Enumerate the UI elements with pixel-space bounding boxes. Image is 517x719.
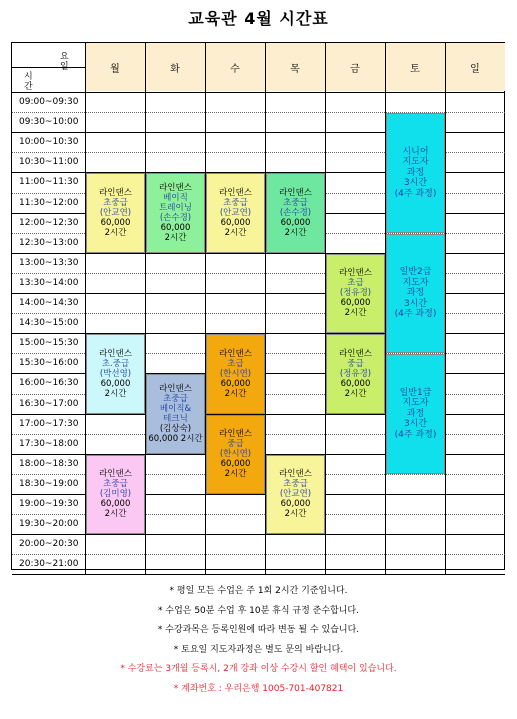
class-block-line: 라인댄스 <box>159 183 192 194</box>
class-block <box>206 334 265 413</box>
class-block <box>326 254 385 333</box>
class-block-line: 라인댄스 <box>99 348 132 359</box>
time-slot-label: 17:00~17:30 <box>19 418 79 429</box>
class-block-line: (안교연) <box>99 208 132 219</box>
class-block <box>206 173 265 252</box>
class-block-line: (손수경) <box>159 213 192 224</box>
class-block-line: 초중급 <box>163 394 188 405</box>
time-slot-label: 10:00~10:30 <box>19 137 79 148</box>
class-block-line: 라인댄스 <box>99 188 132 199</box>
class-block-line: 2시간 <box>104 228 127 239</box>
time-slot-label: 15:30~16:00 <box>19 358 79 369</box>
class-block-line: 라인댄스 <box>279 469 312 480</box>
class-block-line: 60,000 <box>340 298 371 309</box>
class-block-line: 60,000 <box>100 499 131 510</box>
class-block-line: 2시간 <box>104 388 127 399</box>
time-slot-label: 16:30~17:00 <box>19 398 79 409</box>
class-block-line: 지도자 <box>402 398 429 409</box>
day-label: 일 <box>470 64 480 75</box>
class-block-line: (정유경) <box>339 288 372 299</box>
time-slot-label: 09:00~09:30 <box>19 97 79 107</box>
day-label: 금 <box>350 64 360 75</box>
class-block-line: 라인댄스 <box>159 384 192 395</box>
time-slot-label: 19:00~19:30 <box>19 499 79 509</box>
class-block <box>146 173 205 252</box>
class-block-line: 초.중급 <box>101 358 130 369</box>
class-block-line: 라인댄스 <box>99 469 132 480</box>
class-block-line: 2시간 <box>344 388 367 399</box>
class-block <box>386 113 445 233</box>
class-block-line: 베이직 <box>163 193 188 204</box>
class-block-line: 60,000 <box>220 378 251 389</box>
time-slot-label: 18:00~18:30 <box>19 458 79 469</box>
class-block-line: 60,000 2시간 <box>148 434 203 445</box>
class-block-line: (한시연) <box>219 368 252 379</box>
class-block-line: (4주 과정) <box>394 188 437 199</box>
day-label: 화 <box>170 64 180 75</box>
class-block-line: 트레이닝 <box>159 203 192 214</box>
day-label: 수 <box>230 64 240 75</box>
class-block <box>386 234 445 354</box>
column-divider <box>145 43 146 574</box>
class-block-line: 2시간 <box>224 228 247 239</box>
class-block-line: 라인댄스 <box>339 268 372 279</box>
class-block-line: (손수경) <box>279 208 312 219</box>
class-block-line: 중급 <box>227 439 244 450</box>
class-block-line: 초급 <box>227 358 244 369</box>
class-block-line: 과정 <box>406 288 425 299</box>
class-block-line: (정유경) <box>339 368 372 379</box>
class-block-line: 60,000 <box>280 218 311 229</box>
class-block-line: 2시간 <box>164 233 187 244</box>
class-block-line: 라인댄스 <box>219 348 252 359</box>
class-block-line: 60,000 <box>280 499 311 510</box>
class-block-line: (김미영) <box>99 489 132 500</box>
class-block-line: 60,000 <box>340 378 371 389</box>
time-slot-label: 12:00~12:30 <box>19 217 79 228</box>
class-block <box>206 415 265 494</box>
class-block-line: 3시간 <box>403 178 428 189</box>
class-block <box>266 173 325 252</box>
class-block-line: (박선영) <box>99 368 132 379</box>
class-block-line: 중급 <box>347 358 364 369</box>
class-block-line: 2시간 <box>284 509 307 520</box>
class-block-line: 라인댄스 <box>279 188 312 199</box>
class-block <box>86 173 145 252</box>
column-divider <box>445 43 446 574</box>
timetable <box>11 42 505 570</box>
time-slot-label: 13:30~14:00 <box>19 277 79 288</box>
class-block-line: 60,000 <box>160 223 191 234</box>
note-line: * 수강과목은 등록인원에 따라 변동 될 수 있습니다. <box>157 625 360 635</box>
time-slot-label: 14:30~15:00 <box>19 318 79 329</box>
class-block-line: 60,000 <box>220 459 251 470</box>
class-block-line: (안교연) <box>279 489 312 500</box>
class-block-line: (김상숙) <box>159 424 192 435</box>
time-slot-label: 15:00~15:30 <box>19 338 79 349</box>
class-block <box>326 334 385 413</box>
class-block-line: (4주 과정) <box>394 309 437 320</box>
class-block-line: 60,000 <box>220 218 251 229</box>
class-block <box>386 354 445 474</box>
day-label: 목 <box>290 64 300 75</box>
class-block-line: 초중급 <box>103 479 128 490</box>
class-block-line: 초중급 <box>103 198 128 209</box>
note-line: * 수강료는 3개월 등록시, 2개 강좌 이상 수강시 할인 혜택이 있습니다. <box>120 664 397 674</box>
page-title: 교육관 4월 시간표 <box>188 9 329 28</box>
class-block-line: 일반1급 <box>399 387 432 398</box>
time-slot-label: 11:00~11:30 <box>19 177 79 188</box>
class-block <box>86 455 145 534</box>
notes-section <box>0 582 517 699</box>
class-block-line: 2시간 <box>224 388 247 399</box>
note-line: * 토요일 지도자과정은 별도 문의 바랍니다. <box>173 644 344 655</box>
class-block-line: 지도자 <box>402 277 429 288</box>
class-block-line: 초중급 <box>283 479 308 490</box>
time-slot-label: 18:30~19:00 <box>19 478 79 489</box>
class-block-line: 라인댄스 <box>219 188 252 199</box>
class-block-line: 2시간 <box>224 469 247 480</box>
class-block-line: 일반2급 <box>399 267 432 278</box>
note-line: * 수업은 50분 수업 후 10분 휴식 규정 준수합니다. <box>158 605 359 616</box>
time-slot-label: 20:30~21:00 <box>19 559 79 570</box>
class-block <box>146 374 205 453</box>
class-block-line: 2시간 <box>104 509 127 520</box>
time-slot-label: 13:00~13:30 <box>19 257 79 268</box>
class-block-line: 60,000 <box>100 218 131 229</box>
class-block-line: 2시간 <box>284 228 307 239</box>
class-block-line: 시니어 <box>402 146 429 157</box>
corner-day-label: 요일 <box>60 52 69 72</box>
class-block-line: 베이직& <box>159 404 192 415</box>
time-slot-label: 11:30~12:00 <box>19 197 79 208</box>
note-line: * 계좌번호 : 우리은행 1005-701-407821 <box>173 683 344 694</box>
class-block-line: 과정 <box>406 408 425 419</box>
time-slot-label: 20:00~20:30 <box>19 539 79 550</box>
time-slot-label: 12:30~13:00 <box>19 237 79 248</box>
class-block-line: 초급 <box>347 278 364 289</box>
class-block-line: (안교연) <box>219 208 252 219</box>
class-block-line: 3시간 <box>403 298 428 309</box>
day-label: 토 <box>410 64 420 75</box>
corner-time-label: 시간 <box>24 72 33 92</box>
class-block-line: 지도자 <box>402 157 429 168</box>
class-block-line: 60,000 <box>100 378 131 389</box>
column-divider <box>205 43 206 574</box>
class-block-line: 테크닉 <box>163 414 188 425</box>
time-slot-label: 19:30~20:00 <box>19 519 79 530</box>
class-block-line: 초중급 <box>223 198 248 209</box>
class-block-line: 2시간 <box>344 308 367 319</box>
time-slot-label: 10:30~11:00 <box>19 157 79 168</box>
time-slot-label: 17:30~18:00 <box>19 438 79 449</box>
time-slot-label: 09:30~10:00 <box>19 117 79 128</box>
class-block <box>266 455 325 534</box>
day-label: 월 <box>110 64 120 75</box>
class-block-line: (한시연) <box>219 449 252 460</box>
note-line: * 평일 모든 수업은 주 1회 2시간 기준입니다. <box>169 586 348 596</box>
class-block-line: 과정 <box>406 167 425 178</box>
header-corner-divider <box>12 67 85 68</box>
class-block-line: (4주 과정) <box>394 429 437 440</box>
row-divider <box>12 574 505 575</box>
class-block-line: 3시간 <box>403 419 428 430</box>
class-block-line: 초중급 <box>283 198 308 209</box>
class-block-line: 라인댄스 <box>339 348 372 359</box>
class-block <box>86 334 145 413</box>
class-block-line: 라인댄스 <box>219 429 252 440</box>
time-slot-label: 14:00~14:30 <box>19 298 79 308</box>
time-slot-label: 16:00~16:30 <box>19 378 79 389</box>
